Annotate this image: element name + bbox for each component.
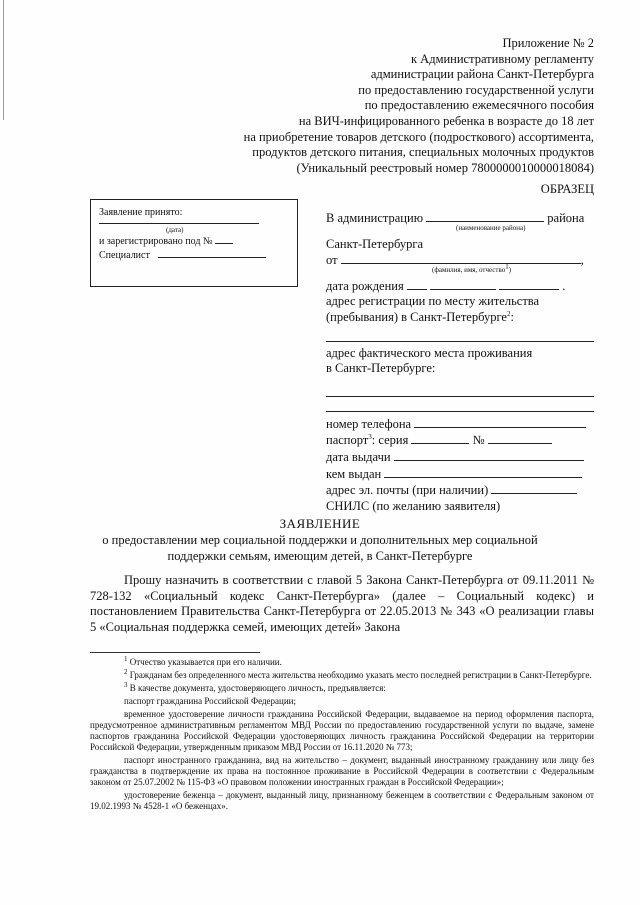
footnote-doc-item: паспорт гражданина Российской Федерации;: [124, 696, 296, 706]
from-row: от , (фамилия, имя, отчество$^1$): [326, 253, 584, 275]
phone-row: [326, 416, 594, 433]
acceptance-box: [90, 199, 298, 287]
footnote-doc-item: удостоверение беженца – документ, выданный лицу, признанному беженцем в соответствии с Федеральным законом от 19.02.1993 № 4528-1 «О беженцах».: [90, 790, 594, 811]
issued-by-row: [326, 466, 594, 483]
footnote-3: $^3$ В качестве документа, удостоверяющего личность, предъявляется:: [124, 681, 386, 693]
applicant-block: [326, 210, 594, 514]
passport-row: паспорт$^3$: серия №: [326, 432, 594, 449]
statement-title: ЗАЯВЛЕНИЕ: [279, 516, 361, 531]
acceptance-specialist-label: Специалист: [99, 250, 150, 261]
header-line: Приложение № 2: [502, 36, 594, 50]
snils-row: СНИЛС (по желанию заявителя): [326, 498, 501, 513]
city-row: [326, 237, 594, 253]
issue-date-label: дата выдачи: [326, 449, 391, 464]
footnote-2: $^2$ Гражданам без определенного места жительства необходимо указать место последней регистрации в Санкт-Петербурге.: [124, 668, 592, 680]
city-label: Санкт-Петербурга: [326, 236, 424, 251]
issued-by-blank: [384, 466, 582, 478]
birth-date-label: дата рождения: [326, 278, 404, 293]
page-edge-line: [3, 0, 4, 120]
issued-by-label: кем выдан: [326, 466, 382, 481]
footnote-1: $^1$ Отчество указывается при его наличии.: [124, 655, 282, 667]
statement-subtitle: о предоставлении мер социальной поддержки и дополнительных мер социальной поддержки семьям, имеющим детей, в Санкт-Петербурге: [102, 533, 538, 563]
passport-series-blank: [411, 432, 469, 444]
actual-address-row-2: в Санкт-Петербурге:: [326, 361, 436, 376]
header-line: на приобретение товаров детского (подросткового) ассортимента,: [243, 129, 594, 144]
phone-blank: [414, 416, 586, 428]
phone-label: номер телефона: [326, 416, 412, 431]
header-line: на ВИЧ-инфицированного ребенка в возрасте до 18 лет: [298, 113, 594, 128]
reg-address-blank: [326, 328, 594, 342]
header-line: по предоставлению государственной услуги: [358, 82, 594, 97]
header-line: администрации района Санкт-Петербурга: [370, 67, 594, 82]
to-admin-row: [326, 210, 594, 232]
passport-label: паспорт: [326, 433, 369, 448]
acceptance-date-caption: (дата): [166, 226, 184, 234]
header-line: продуктов детского питания, специальных молочных продуктов: [252, 145, 594, 160]
header-line: по предоставлению ежемесячного пособия: [364, 98, 594, 113]
district-caption: (наименование района): [456, 224, 526, 232]
reg-address-row-2: (пребывания) в Санкт-Петербурге$^2$:: [326, 309, 514, 324]
acceptance-title: Заявление принято:: [99, 207, 183, 218]
from-label: от: [326, 253, 338, 268]
footnote-doc-item: паспорт иностранного гражданина, вид на жительство – документ, выданный иностранному гражданину или лицу без гражданства в подтверждение их права на постоянное проживание в Российской Федерации в соответствии с Федеральным законом от 25.07.2002 № 115-ФЗ «О правовом положении иностранных граждан в Российской Федерации»;: [90, 755, 594, 787]
actual-address-blank-1: [326, 383, 594, 397]
header-line: к Административному регламенту: [410, 51, 594, 66]
footnote-separator: [90, 652, 260, 653]
acceptance-specialist-row: [99, 246, 266, 263]
passport-number-blank: [488, 432, 552, 444]
email-label: адрес эл. почты (при наличии): [326, 483, 489, 498]
acceptance-registered-label: и зарегистрировано под №: [99, 236, 213, 247]
footnotes: [90, 657, 594, 814]
to-admin-label: В администрацию: [326, 211, 424, 225]
actual-address-row-1: адрес фактического места проживания: [326, 345, 533, 360]
district-label: района: [547, 211, 585, 225]
sample-label: ОБРАЗЕЦ: [540, 182, 594, 196]
email-blank: [491, 482, 577, 494]
document-header: [174, 36, 594, 176]
issue-date-row: [326, 449, 594, 466]
birth-date-row: дата рождения .: [326, 278, 566, 293]
actual-address-blank-2: [326, 398, 594, 412]
registration-number-blank: [215, 232, 233, 244]
footnote-doc-item: временное удостоверение личности гражданина Российской Федерации, выдаваемое на период оформления паспорта, предусмотренное административным регламентом МВД России по предоставлению государственной услуги по выдаче, замене паспортов гражданина Российской Федерации удостоверяющих личность гражданина Российской Федерации на территории Российской Федерации, утвержденным приказом МВД России от 16.11.2020 № 773;: [90, 709, 594, 752]
issue-date-blank: [394, 449, 584, 461]
email-row: [326, 482, 594, 499]
specialist-blank: [158, 246, 266, 258]
name-caption: (фамилия, имя, отчество$^1$): [432, 262, 512, 275]
reg-address-row-1: адрес регистрации по месту жительства: [326, 294, 540, 309]
district-blank: [426, 210, 544, 222]
full-name-blank: [341, 252, 581, 264]
statement-body: Прошу назначить в соответствии с главой 5 Закона Санкт-Петербурга от 09.11.2011 № 728-132 «Социальный кодекс Санкт-Петербурга» (далее – Социальный кодекс) и постановлением Правительства Санкт-Петербурга от 22.05.2013 № 343 «О реализации главы 5 «Социальная поддержка семей, имеющих детей» Закона: [90, 573, 594, 634]
header-line: (Уникальный реестровый номер 7800000010000018084): [296, 160, 594, 175]
